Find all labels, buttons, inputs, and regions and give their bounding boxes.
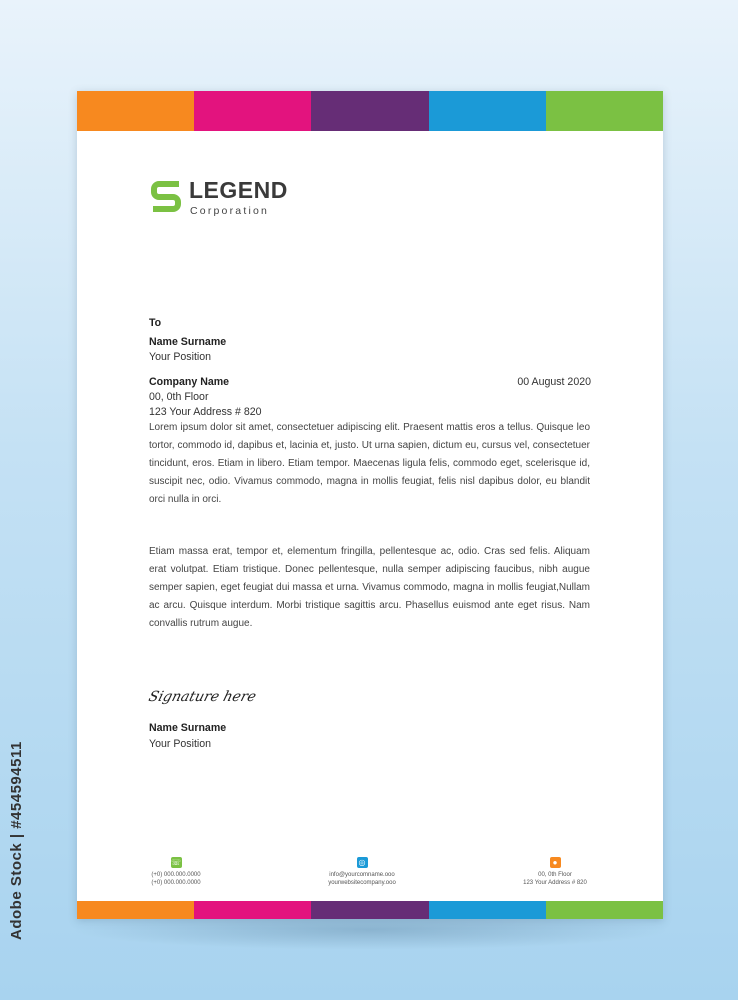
letterhead-sheet — [77, 91, 663, 919]
signature-script: Signature here — [146, 689, 258, 705]
recipient-address-line2: 123 Your Address # 820 — [149, 406, 262, 418]
recipient-address-line1: 00, 0th Floor — [149, 391, 209, 403]
footer-color-bar — [77, 901, 663, 919]
logo-subtitle: Corporation — [190, 205, 270, 217]
phone-line-1: (+0) 000.000.0000 — [151, 872, 201, 878]
phone-line-2: (+0) 000.000.0000 — [151, 880, 201, 886]
location-pin-icon: ● — [550, 857, 561, 868]
to-label: To — [149, 317, 162, 329]
letter-date: 00 August 2020 — [517, 376, 591, 388]
stock-id-label: Adobe Stock | #454594511 — [8, 741, 25, 940]
logo-mark-icon — [149, 179, 183, 213]
signer-name: Name Surname — [149, 722, 227, 734]
header-color-bar — [77, 91, 663, 131]
email-line: info@yourcomname.ooo — [329, 872, 395, 878]
footer-address — [495, 857, 615, 887]
recipient-position: Your Position — [149, 351, 212, 363]
logo-name: LEGEND — [189, 177, 288, 203]
recipient-company: Company Name — [149, 376, 230, 388]
body-paragraph-1: Lorem ipsum dolor sit amet, consectetuer adipiscing elit. Praesent mattis eros a tellus. Quisque leo tortor, commodo id, dapibus et, lacinia et, justo. Ut urna sapien, dictum eu, cursus vel, consectetuer tincidunt, eros. Etiam in libero. Etiam tempor. Maecenas ligula felis, commodo eget, scelerisque id, suscipit nec, odio. Vivamus commodo, magna in mollis feugiat, felis nisl dapibus dolor, eu blandit orci nulla in orci. — [149, 422, 590, 505]
phone-icon: ☏ — [170, 858, 181, 867]
recipient-name: Name Surname — [149, 336, 227, 348]
body-paragraph-2: Etiam massa erat, tempor et, elementum fringilla, pellentesque ac, odio. Cras sed felis. Aliquam erat volutpat. Etiam tristique. Donec pellentesque, nulla semper adipiscing faucibus, nibh augue semper sapien, eget feugiat dui massa et urna. Vivamus commodo, magna in mollis feugiat,Nullam ac arcu. Quisque interdum. Morbi tristique sagittis arcu. Phasellus euismod ante eget risus. Nam convallis rutrum augue. — [149, 546, 590, 629]
website-line: yourwebsitecompany.ooo — [328, 880, 396, 886]
globe-icon: ◎ — [357, 857, 368, 868]
signer-position: Your Position — [149, 738, 212, 750]
company-logo — [149, 179, 349, 219]
footer-address-line-2: 123 Your Address # 820 — [523, 880, 587, 886]
footer-address-line-1: 00, 0th Floor — [538, 872, 572, 878]
footer-phone — [116, 857, 236, 887]
footer-web — [302, 857, 422, 887]
